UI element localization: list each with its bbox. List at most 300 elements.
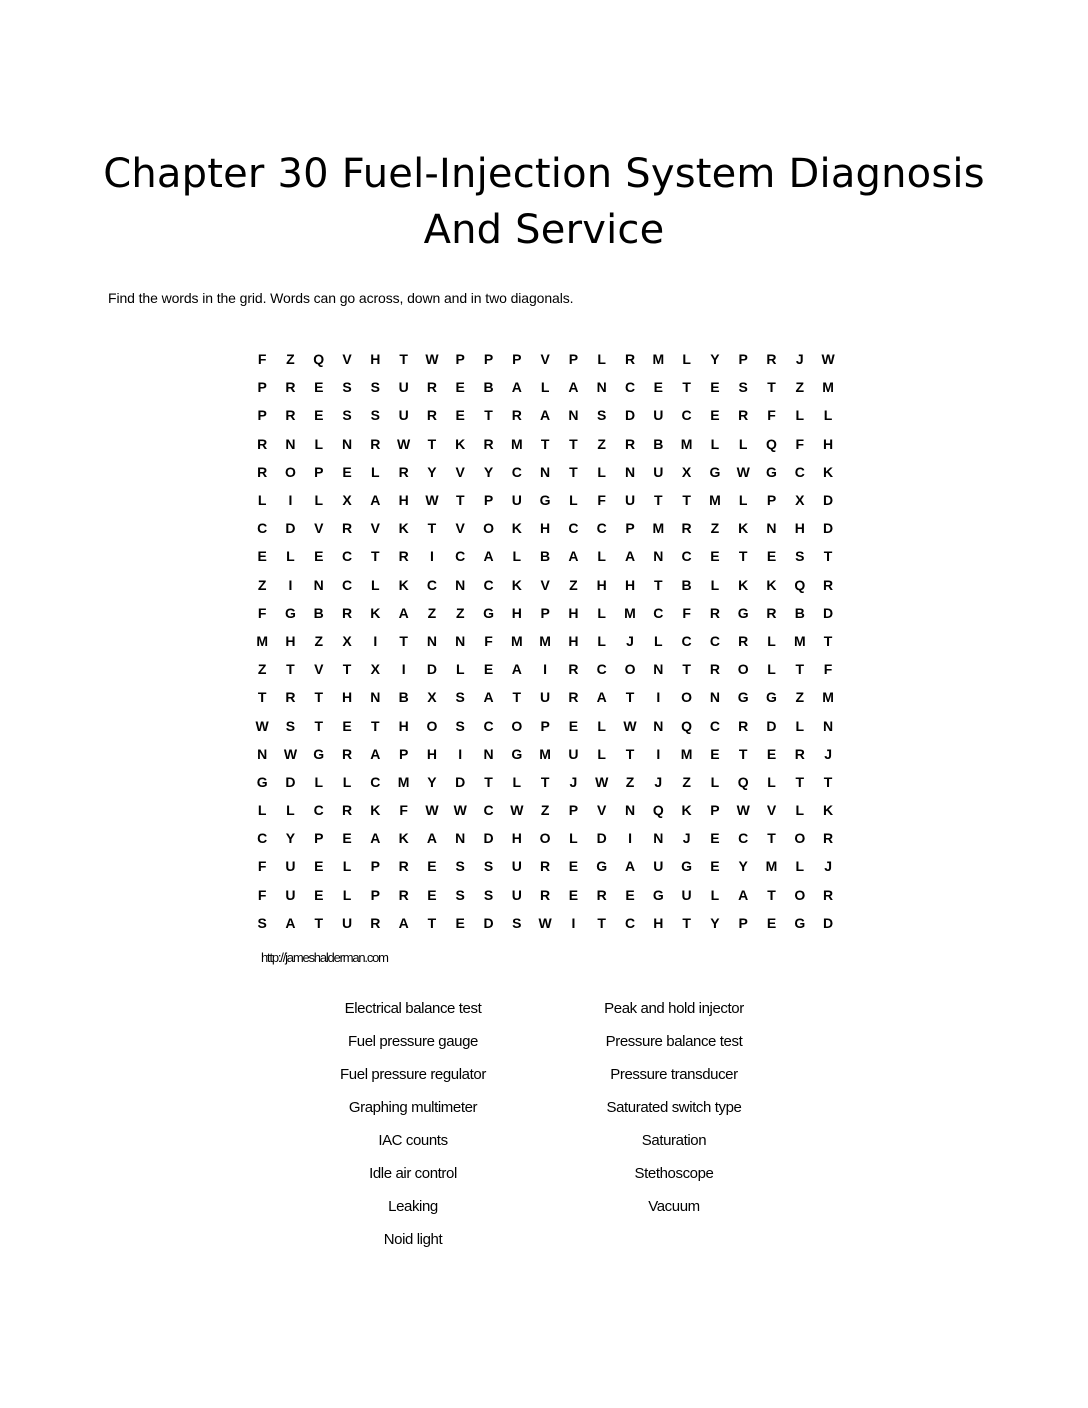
grid-letter: Z	[795, 689, 805, 706]
grid-letter: L	[342, 773, 352, 790]
grid-letter: H	[398, 717, 409, 734]
grid-letter: O	[737, 661, 749, 678]
grid-letter: T	[767, 379, 776, 396]
grid-letter: P	[314, 830, 324, 847]
grid-letter: T	[512, 689, 522, 706]
grid-letter: Z	[795, 379, 805, 396]
grid-letter: X	[681, 463, 692, 480]
word-list-item: Electrical balance test	[344, 1000, 482, 1017]
grid-letter: T	[399, 632, 408, 649]
grid-letter: G	[313, 745, 325, 762]
grid-letter: E	[568, 886, 579, 903]
grid-letter: D	[285, 773, 296, 790]
grid-letter: E	[766, 745, 777, 762]
grid-letter: O	[285, 463, 296, 480]
grid-letter: R	[766, 604, 777, 621]
grid-letter: T	[427, 435, 437, 452]
grid-letter: P	[370, 858, 380, 875]
grid-letter: H	[568, 632, 579, 649]
grid-letter: E	[427, 886, 437, 903]
grid-letter: L	[738, 435, 748, 452]
word-list-left	[293, 996, 533, 1260]
grid-letter: U	[511, 858, 522, 875]
grid-letter: M	[652, 520, 665, 537]
grid-letter: L	[710, 576, 720, 593]
grid-letter: S	[738, 379, 748, 396]
grid-letter: Y	[427, 463, 437, 480]
grid-letter: S	[342, 407, 352, 424]
grid-letter: A	[398, 914, 409, 931]
grid-letter: E	[483, 661, 494, 678]
grid-letter: R	[483, 435, 494, 452]
grid-letter: J	[682, 830, 691, 847]
word-list-item: Noid light	[383, 1231, 443, 1248]
grid-letter: L	[597, 745, 606, 762]
grid-letter: R	[823, 886, 834, 903]
grid-letter: P	[483, 492, 494, 509]
grid-letter: D	[426, 661, 437, 678]
grid-letter: D	[823, 520, 834, 537]
grid-letter: L	[342, 858, 352, 875]
grid-letter: G	[681, 858, 693, 875]
grid-letter: K	[398, 520, 409, 537]
grid-letter: L	[286, 802, 295, 819]
grid-letter: K	[823, 463, 834, 480]
grid-letter: T	[427, 914, 437, 931]
grid-letter: Y	[738, 858, 748, 875]
grid-letter: R	[823, 830, 834, 847]
grid-letter: S	[285, 717, 296, 734]
grid-letter: X	[342, 632, 352, 649]
grid-letter: Z	[455, 604, 465, 621]
grid-letter: C	[738, 830, 749, 847]
grid-letter: J	[824, 745, 832, 762]
grid-letter: G	[652, 886, 664, 903]
grid-letter: M	[652, 351, 665, 368]
grid-letter: C	[681, 632, 692, 649]
grid-letter: S	[370, 379, 380, 396]
grid-letter: R	[568, 661, 579, 678]
grid-letter: P	[568, 351, 579, 368]
grid-letter: D	[823, 604, 834, 621]
grid-letter: W	[623, 717, 637, 734]
grid-letter: N	[653, 548, 664, 565]
grid-letter: M	[539, 745, 551, 762]
grid-letter: H	[426, 745, 437, 762]
grid-letter: D	[483, 830, 494, 847]
grid-letter: W	[595, 773, 609, 790]
word-list-item: Peak and hold injector	[604, 1000, 744, 1017]
grid-letter: E	[455, 379, 465, 396]
word-list-item: Graphing multimeter	[348, 1099, 478, 1116]
grid-letter: S	[795, 548, 805, 565]
grid-letter: A	[483, 689, 494, 706]
grid-letter: X	[370, 661, 380, 678]
grid-letter: R	[766, 351, 777, 368]
grid-letter: C	[681, 407, 692, 424]
grid-letter: L	[710, 435, 720, 452]
grid-letter: F	[257, 858, 267, 875]
grid-letter: E	[455, 407, 465, 424]
grid-letter: T	[682, 379, 691, 396]
grid-letter: K	[398, 576, 409, 593]
grid-letter: F	[795, 435, 805, 452]
grid-letter: N	[455, 830, 466, 847]
grid-letter: I	[288, 492, 293, 509]
grid-letter: G	[737, 689, 749, 706]
grid-letter: R	[285, 689, 296, 706]
grid-letter: C	[483, 802, 494, 819]
grid-letter: U	[398, 379, 409, 396]
grid-letter: Q	[794, 576, 806, 593]
grid-letter: W	[736, 463, 750, 480]
grid-letter: T	[682, 492, 691, 509]
grid-letter: B	[483, 379, 494, 396]
grid-row	[248, 486, 848, 514]
grid-letter: T	[371, 548, 380, 565]
grid-letter: E	[342, 463, 352, 480]
grid-letter: T	[569, 463, 578, 480]
grid-letter: L	[257, 492, 267, 509]
grid-letter: R	[738, 717, 749, 734]
grid-letter: C	[511, 463, 522, 480]
grid-letter: T	[257, 689, 267, 706]
grid-letter: I	[288, 576, 293, 593]
grid-letter: W	[255, 717, 269, 734]
grid-letter: A	[511, 661, 522, 678]
grid-letter: S	[512, 914, 522, 931]
grid-letter: C	[596, 661, 607, 678]
grid-letter: L	[314, 492, 324, 509]
grid-letter: U	[511, 886, 522, 903]
grid-letter: T	[399, 351, 408, 368]
grid-letter: F	[257, 604, 267, 621]
grid-letter: N	[455, 632, 466, 649]
grid-letter: L	[682, 351, 691, 368]
grid-letter: G	[285, 604, 296, 621]
grid-row	[248, 711, 848, 739]
grid-letter: L	[767, 661, 776, 678]
grid-letter: E	[314, 858, 324, 875]
grid-letter: R	[341, 520, 353, 537]
grid-letter: X	[342, 492, 352, 509]
grid-letter: T	[795, 661, 805, 678]
grid-letter: V	[540, 351, 550, 368]
grid-letter: T	[823, 548, 833, 565]
grid-letter: N	[370, 689, 381, 706]
grid-letter: E	[342, 717, 352, 734]
grid-letter: T	[823, 773, 833, 790]
grid-letter: L	[823, 407, 833, 424]
grid-letter: N	[624, 802, 636, 819]
grid-letter: L	[795, 407, 805, 424]
grid-letter: V	[314, 661, 324, 678]
grid-letter: J	[654, 773, 663, 790]
grid-letter: N	[624, 463, 636, 480]
grid-letter: G	[766, 689, 777, 706]
grid-letter: T	[597, 914, 606, 931]
grid-letter: J	[795, 351, 804, 368]
grid-letter: I	[373, 632, 378, 649]
grid-letter: S	[257, 914, 267, 931]
grid-row	[248, 542, 848, 570]
grid-letter: T	[654, 492, 663, 509]
word-list-item: Saturated switch type	[606, 1099, 742, 1116]
grid-letter: C	[313, 802, 324, 819]
grid-letter: L	[512, 548, 522, 565]
grid-letter: O	[624, 661, 636, 678]
grid-letter: W	[397, 435, 411, 452]
grid-row	[248, 683, 848, 711]
grid-letter: E	[625, 886, 635, 903]
grid-letter: R	[624, 435, 636, 452]
grid-letter: L	[597, 463, 606, 480]
grid-letter: T	[342, 661, 352, 678]
grid-letter: E	[710, 379, 720, 396]
grid-letter: Y	[710, 914, 720, 931]
grid-letter: L	[738, 492, 748, 509]
grid-letter: I	[628, 830, 632, 847]
grid-letter: W	[425, 802, 439, 819]
grid-letter: R	[568, 689, 579, 706]
grid-letter: P	[314, 463, 324, 480]
grid-letter: O	[681, 689, 693, 706]
grid-letter: T	[455, 492, 465, 509]
grid-letter: A	[483, 548, 494, 565]
grid-letter: L	[257, 802, 267, 819]
grid-letter: M	[822, 379, 834, 396]
grid-letter: H	[568, 604, 579, 621]
grid-letter: L	[342, 886, 352, 903]
grid-row	[248, 881, 848, 909]
grid-letter: T	[767, 830, 776, 847]
grid-letter: X	[427, 689, 437, 706]
grid-letter: R	[398, 463, 409, 480]
word-list-item: Fuel pressure gauge	[348, 1033, 478, 1050]
grid-letter: H	[341, 689, 353, 706]
grid-letter: D	[596, 830, 607, 847]
word-list-item: Saturation	[641, 1132, 707, 1149]
grid-letter: S	[455, 858, 465, 875]
grid-letter: R	[426, 407, 437, 424]
grid-letter: N	[341, 435, 353, 452]
grid-letter: J	[824, 858, 832, 875]
grid-letter: E	[710, 548, 720, 565]
grid-letter: H	[511, 604, 522, 621]
grid-letter: T	[625, 689, 635, 706]
title-line-2: And Service	[423, 207, 665, 253]
grid-letter: A	[426, 830, 437, 847]
grid-letter: N	[568, 407, 579, 424]
grid-letter: R	[596, 886, 607, 903]
grid-letter: L	[455, 661, 465, 678]
grid-letter: D	[624, 407, 636, 424]
grid-letter: N	[653, 661, 664, 678]
grid-letter: Z	[682, 773, 691, 790]
grid-letter: L	[540, 379, 550, 396]
grid-letter: G	[256, 773, 268, 790]
grid-letter: C	[624, 379, 636, 396]
grid-letter: I	[429, 548, 434, 565]
grid-letter: K	[738, 576, 749, 593]
grid-letter: E	[314, 886, 324, 903]
grid-row	[248, 627, 848, 655]
grid-letter: S	[455, 717, 465, 734]
grid-letter: P	[738, 914, 748, 931]
grid-letter: R	[341, 745, 353, 762]
grid-letter: O	[794, 830, 806, 847]
grid-letter: N	[766, 520, 777, 537]
grid-row	[248, 768, 848, 796]
word-list-right	[554, 996, 794, 1227]
grid-letter: A	[540, 407, 551, 424]
grid-letter: T	[484, 407, 493, 424]
word-list-item: Fuel pressure regulator	[340, 1066, 486, 1083]
grid-letter: N	[653, 830, 664, 847]
title-line-1: Chapter 30 Fuel-Injection System Diagnosis	[103, 151, 985, 197]
grid-letter: Z	[314, 632, 324, 649]
grid-letter: G	[766, 463, 777, 480]
grid-letter: W	[283, 745, 298, 762]
grid-row	[248, 345, 848, 373]
grid-letter: C	[681, 548, 692, 565]
grid-letter: H	[285, 632, 296, 649]
grid-letter: R	[341, 802, 353, 819]
grid-letter: R	[794, 745, 805, 762]
grid-letter: N	[596, 379, 607, 396]
grid-letter: R	[285, 407, 296, 424]
grid-letter: D	[285, 520, 296, 537]
grid-letter: W	[453, 802, 467, 819]
grid-letter: V	[314, 520, 324, 537]
grid-letter: K	[766, 576, 777, 593]
grid-letter: V	[597, 802, 607, 819]
grid-letter: N	[823, 717, 834, 734]
grid-row	[248, 852, 848, 880]
grid-letter: N	[455, 576, 466, 593]
grid-letter: N	[313, 576, 324, 593]
grid-letter: C	[568, 520, 579, 537]
grid-letter: P	[568, 802, 579, 819]
grid-letter: H	[794, 520, 805, 537]
grid-letter: J	[626, 632, 634, 649]
grid-letter: L	[371, 576, 380, 593]
grid-letter: V	[455, 463, 465, 480]
grid-letter: Z	[257, 661, 267, 678]
grid-letter: U	[653, 858, 664, 875]
grid-letter: G	[539, 492, 551, 509]
grid-letter: M	[539, 632, 551, 649]
grid-letter: C	[653, 604, 664, 621]
grid-letter: N	[483, 745, 494, 762]
grid-letter: T	[682, 914, 691, 931]
grid-letter: L	[314, 773, 324, 790]
grid-letter: N	[653, 717, 664, 734]
grid-letter: E	[342, 830, 352, 847]
grid-letter: P	[512, 351, 522, 368]
grid-letter: Z	[625, 773, 635, 790]
grid-letter: R	[540, 886, 551, 903]
grid-letter: A	[370, 830, 381, 847]
grid-letter: I	[458, 745, 463, 762]
grid-letter: Z	[286, 351, 295, 368]
grid-letter: P	[540, 717, 550, 734]
grid-letter: Z	[257, 576, 267, 593]
grid-letter: L	[286, 548, 295, 565]
grid-letter: E	[710, 745, 720, 762]
grid-letter: S	[455, 689, 465, 706]
grid-letter: N	[285, 435, 296, 452]
grid-letter: H	[653, 914, 664, 931]
word-list-item: IAC counts	[378, 1132, 448, 1149]
grid-letter: L	[767, 632, 776, 649]
grid-row	[248, 430, 848, 458]
grid-letter: M	[822, 689, 834, 706]
grid-letter: Q	[681, 717, 693, 734]
source-url: http://jameshalderman.com	[261, 950, 388, 965]
grid-letter: Q	[737, 773, 749, 790]
grid-letter: E	[455, 914, 465, 931]
grid-letter: Z	[427, 604, 437, 621]
grid-letter: A	[624, 858, 636, 875]
word-list-item: Idle air control	[369, 1165, 457, 1182]
grid-letter: T	[823, 632, 833, 649]
grid-letter: W	[821, 351, 835, 368]
grid-letter: C	[596, 520, 607, 537]
grid-letter: T	[314, 689, 324, 706]
grid-letter: R	[398, 886, 409, 903]
grid-letter: R	[426, 379, 437, 396]
grid-letter: T	[314, 914, 324, 931]
grid-letter: U	[398, 407, 409, 424]
grid-letter: T	[795, 773, 805, 790]
grid-letter: P	[257, 379, 267, 396]
grid-letter: H	[624, 576, 636, 593]
grid-letter: U	[285, 858, 296, 875]
grid-letter: F	[257, 886, 267, 903]
grid-letter: C	[455, 548, 466, 565]
grid-letter: P	[398, 745, 409, 762]
grid-letter: T	[540, 435, 550, 452]
grid-letter: L	[569, 830, 578, 847]
grid-letter: B	[681, 576, 692, 593]
grid-letter: A	[738, 886, 749, 903]
grid-letter: P	[455, 351, 465, 368]
grid-row	[248, 599, 848, 627]
grid-letter: L	[795, 717, 805, 734]
instructions: Find the words in the grid. Words can go across, down and in two diagonals.	[108, 290, 574, 306]
grid-letter: R	[738, 407, 749, 424]
grid-letter: L	[512, 773, 522, 790]
grid-letter: U	[681, 886, 692, 903]
grid-letter: B	[653, 435, 664, 452]
grid-letter: C	[794, 463, 805, 480]
grid-letter: Q	[313, 351, 325, 368]
grid-letter: M	[765, 858, 778, 875]
grid-letter: F	[767, 407, 776, 424]
grid-letter: E	[710, 407, 720, 424]
grid-letter: M	[510, 632, 523, 649]
grid-letter: T	[286, 661, 295, 678]
grid-letter: T	[767, 886, 776, 903]
word-list-item: Stethoscope	[634, 1165, 714, 1182]
grid-letter: U	[285, 886, 296, 903]
grid-letter: Z	[540, 802, 550, 819]
grid-letter: N	[257, 745, 268, 762]
grid-letter: A	[511, 379, 522, 396]
grid-letter: R	[624, 351, 636, 368]
grid-letter: F	[682, 604, 691, 621]
